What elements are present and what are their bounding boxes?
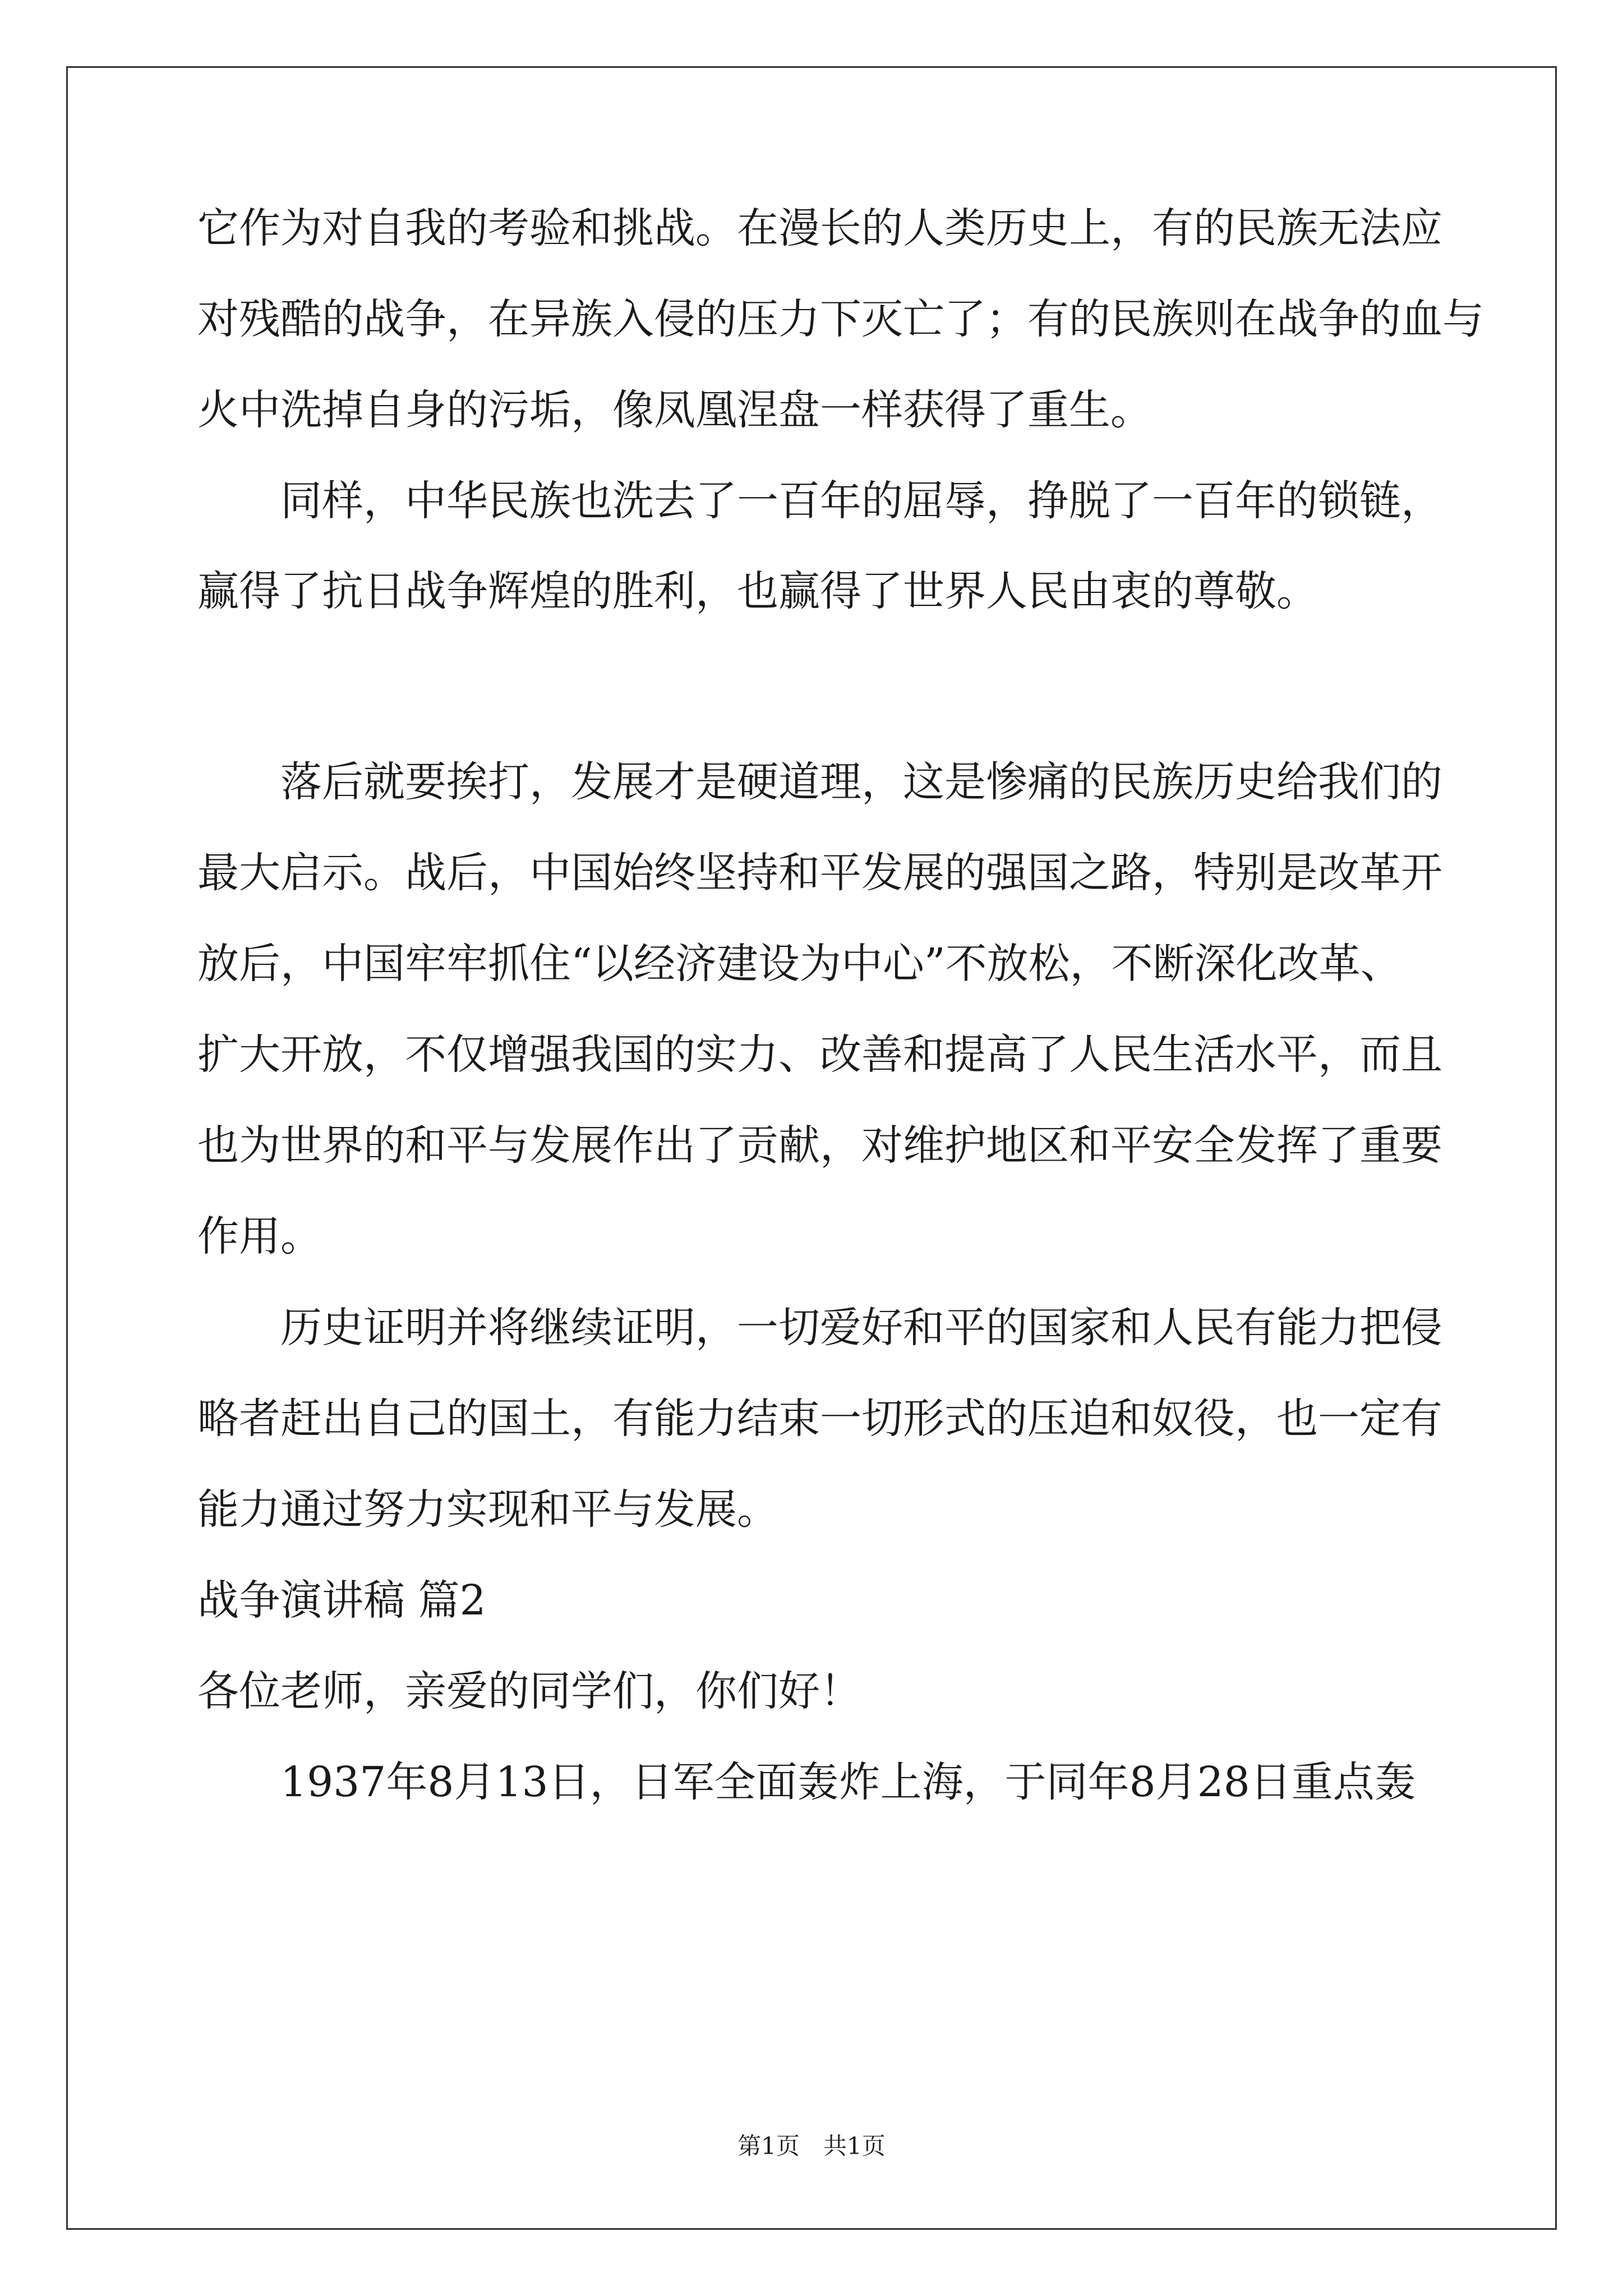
text-line: 能力通过努力实现和平与发展。 <box>197 1485 778 1534</box>
text-line: 各位老师，亲爱的同学们，你们好！ <box>197 1667 861 1715</box>
text-line: 也为世界的和平与发展作出了贡献，对维护地区和平安全发挥了重要 <box>197 1121 1442 1170</box>
text-line: 它作为对自我的考验和挑战。在漫长的人类历史上，有的民族无法应 <box>197 204 1442 252</box>
text-line: 略者赶出自己的国土，有能力结束一切形式的压迫和奴役，也一定有 <box>197 1395 1442 1443</box>
page-number: 第1页 共1页 <box>737 2132 886 2160</box>
text-line: 1937年8月13日，日军全面轰炸上海，于同年8月28日重点轰 <box>197 1758 1416 1806</box>
text-line: 火中洗掉自身的污垢，像凤凰涅盘一样获得了重生。 <box>197 386 1152 434</box>
text-line: 放后，中国牢牢抓住“以经济建设为中心”不放松，不断深化改革、 <box>197 940 1402 988</box>
text-line: 同样，中华民族也洗去了一百年的屈辱，挣脱了一百年的锁链， <box>197 477 1442 525</box>
text-line: 扩大开放，不仅增强我国的实力、改善和提高了人民生活水平，而且 <box>197 1030 1442 1079</box>
section-heading: 战争演讲稿 篇2 <box>197 1576 486 1625</box>
text-line: 最大启示。战后，中国始终坚持和平发展的强国之路，特别是改革开 <box>197 849 1442 897</box>
text-line: 赢得了抗日战争辉煌的胜利，也赢得了世界人民由衷的尊敬。 <box>197 567 1318 615</box>
text-line: 落后就要挨打，发展才是硬道理，这是惨痛的民族历史给我们的 <box>197 758 1442 806</box>
text-line: 历史证明并将继续证明，一切爱好和平的国家和人民有能力把侵 <box>197 1304 1442 1352</box>
text-line: 作用。 <box>197 1212 322 1260</box>
text-line: 对残酷的战争，在异族入侵的压力下灭亡了；有的民族则在战争的血与 <box>197 295 1484 343</box>
